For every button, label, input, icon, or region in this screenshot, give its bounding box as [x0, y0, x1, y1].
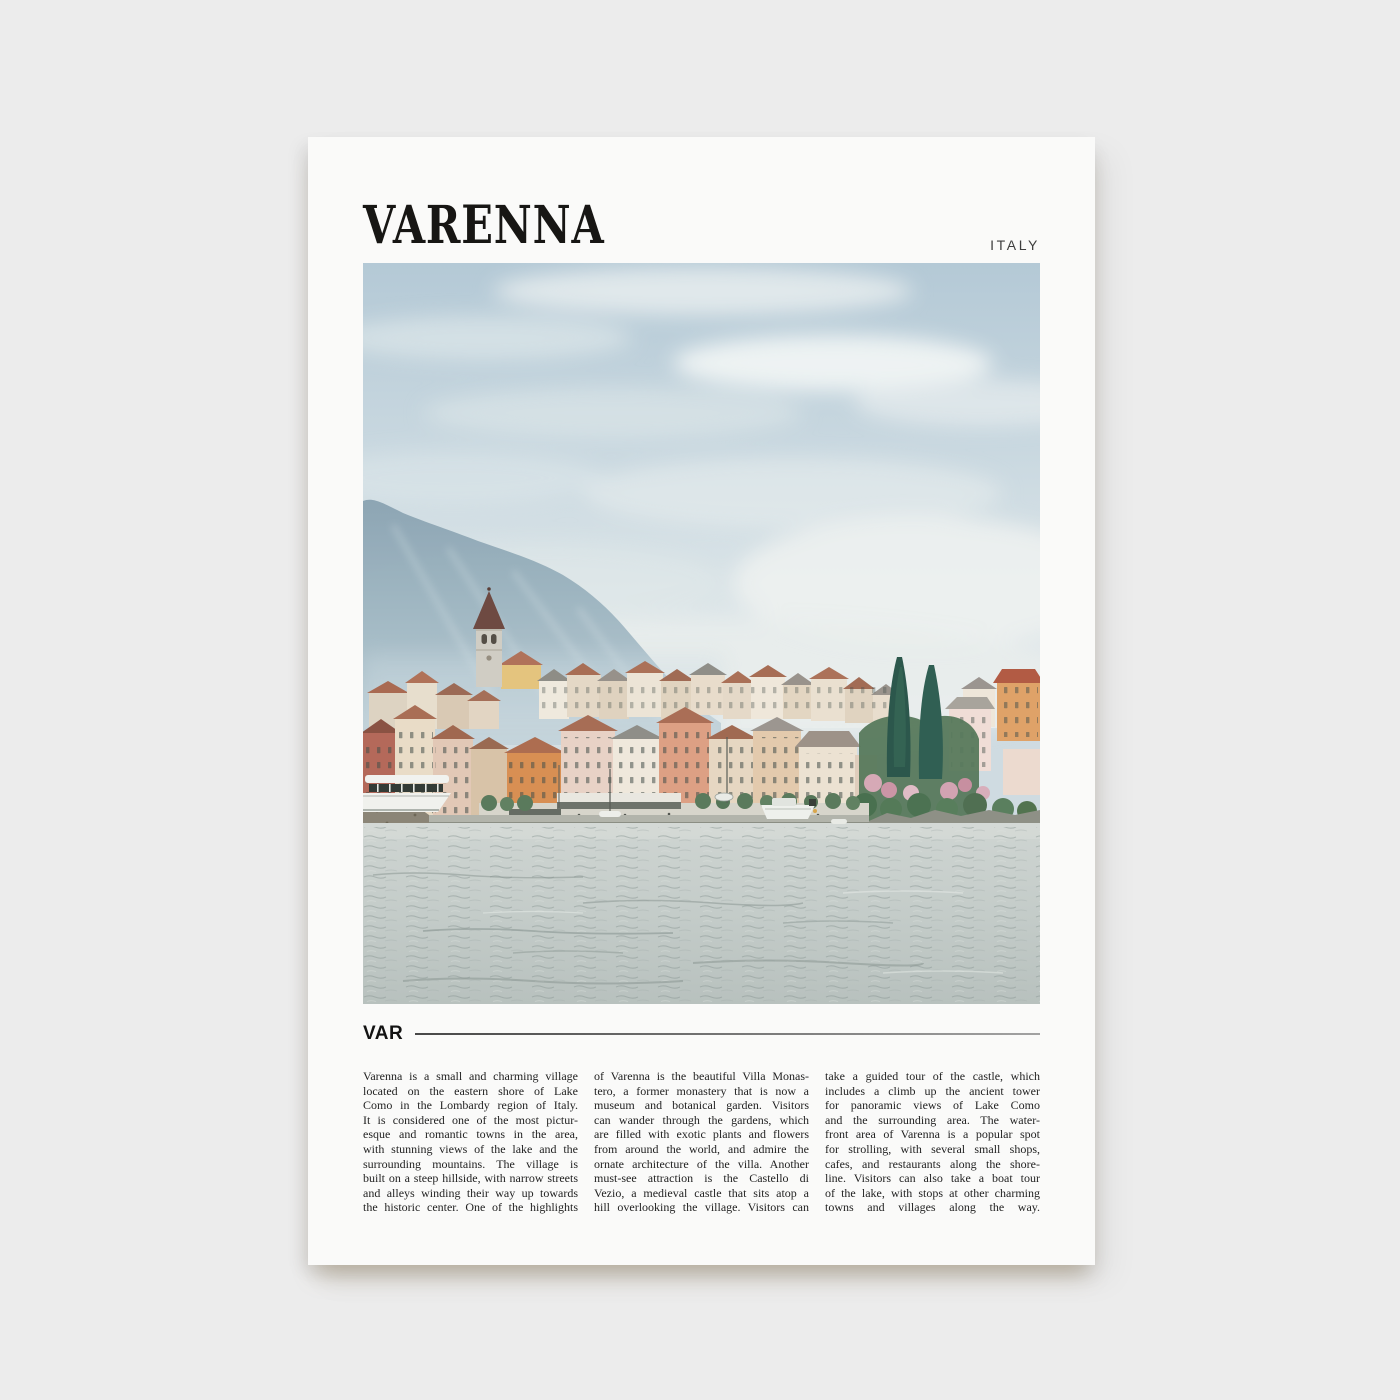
article-text-line: hill overlooking the village. Visitors can [594, 1200, 809, 1215]
article-text-line: and the surrounding area. The water- [825, 1112, 1040, 1127]
lake-water [363, 823, 1040, 1004]
article-text-line: for panoramic views of Lake Como [825, 1098, 1040, 1113]
poster-title: VARENNA [363, 195, 605, 256]
poster [308, 137, 1095, 1265]
lake-como-scene [363, 263, 1040, 1004]
article-text-line: front area of Varenna is a popular spot [825, 1127, 1040, 1142]
article-text-line: take a guided tour of the castle, which [825, 1069, 1040, 1083]
article-text-line: Varenna is a small and charming village [363, 1069, 578, 1083]
article-text-line: from around the world, and admire the [594, 1141, 809, 1156]
article-text-line: ornate architecture of the villa. Another [594, 1156, 809, 1171]
article-text-line: with stunning views of the lake and the [363, 1141, 578, 1156]
article-column-2 [594, 1069, 809, 1215]
article-text-line: museum and botanical garden. Visitors [594, 1098, 809, 1113]
divider-label: VAR [363, 1023, 404, 1044]
article-text-line: line. Visitors can also take a boat tour [825, 1171, 1040, 1186]
varenna-photo [363, 263, 1040, 1004]
article-columns [363, 1069, 1040, 1215]
article-column-1 [363, 1069, 578, 1215]
article-text-line: and alleys winding their way up towards [363, 1185, 578, 1200]
country-label: ITALY [990, 237, 1040, 253]
article-text-line: tero, a former monastery that is now a [594, 1083, 809, 1098]
article-text-line: towns and villages along the way. [825, 1200, 1040, 1215]
article-text-line: for strolling, with several small shops, [825, 1141, 1040, 1156]
article-text-line: must-see attraction is the Castello di [594, 1171, 809, 1186]
article-text-line: of the lake, with stops at other charming [825, 1185, 1040, 1200]
article-text-line: Como in the Lombardy region of Italy. [363, 1098, 578, 1113]
article-text-line: can wander through the gardens, which [594, 1112, 809, 1127]
article-text-line: the historic center. One of the highlights [363, 1200, 578, 1215]
article-text-line: surrounding mountains. The village is [363, 1156, 578, 1171]
article-text-line: includes a climb up the ancient tower [825, 1083, 1040, 1098]
article-text-line: are filled with exotic plants and flowers [594, 1127, 809, 1142]
article-text-line: of Varenna is the beautiful Villa Monas- [594, 1069, 809, 1083]
article-text-line: built on a steep hillside, with narrow streets [363, 1171, 578, 1186]
article-text-line: located on the eastern shore of Lake [363, 1083, 578, 1098]
article-text-line: Vezio, a medieval castle that sits atop a [594, 1185, 809, 1200]
article-text-line: cafes, and restaurants along the shore- [825, 1156, 1040, 1171]
article-column-3 [825, 1069, 1040, 1215]
article-text-line: esque and romantic towns in the area, [363, 1127, 578, 1142]
divider-line [415, 1033, 1040, 1035]
article-text-line: It is considered one of the most pictur- [363, 1112, 578, 1127]
section-divider [363, 1023, 1040, 1045]
